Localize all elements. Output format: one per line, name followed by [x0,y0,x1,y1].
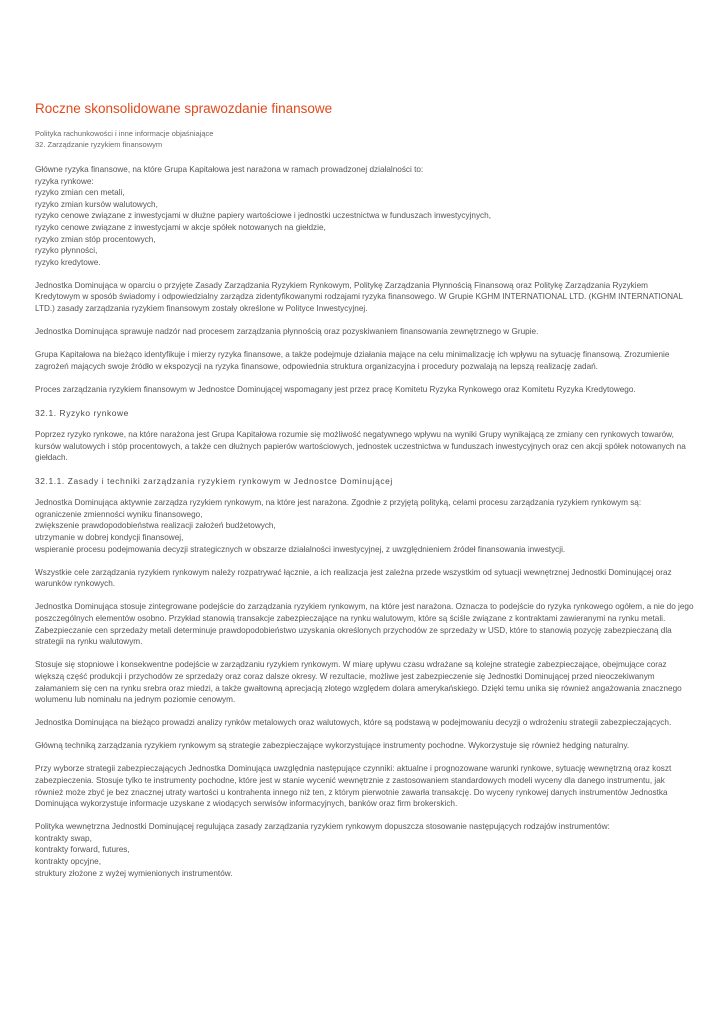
paragraph-gradual-approach: Stosuje się stopniowe i konsekwentne podejście w zarządzaniu ryzykiem rynkowym. W miarę upływu czasu wdrażane są kolejne strategie zabezpieczające, obejmujące coraz większą część produkcji i przychodów ze sprzedaży oraz coraz dalsze okresy. W rezultacie, możliwe jest zabezpieczenie się Jednostki Dominującej przed nieoczekiwanym załamaniem się cen na rynku srebra oraz miedzi, a także gwałtowną aprecjacją złotego względem dolara amerykańskiego. Dzięki temu unika się również angażowania znacznego wolumenu lub nominału na jednym poziomie cenowym. [35,660,682,705]
risk-list-item: ryzyko cenowe związane z inwestycjami w akcje spółek notowanych na giełdzie, [35,222,326,232]
instruments-list-item: kontrakty forward, futures, [35,845,130,855]
risk-list-block [35,164,695,268]
page-content [35,100,695,891]
paragraph-risk-identification: Grupa Kapitałowa na bieżąco identyfikuje i mierzy ryzyka finansowe, a także podejmuje działania mające na celu minimalizację ich wpływu na sytuację finansową. Zrozumienie zagrożeń mających swoje źródło w ekspozycji na ryzyka finansowe, odpowiednia struktura organizacyjna i procedury pozwalają na lepszą realizację zadań. [35,350,670,371]
goals-intro: Jednostka Dominująca aktywnie zarządza ryzykiem rynkowym, na które jest narażona. Zgodnie z przyjętą polityką, celami procesu zarządzania ryzykiem rynkowym są: [35,498,642,508]
paragraph-goals-combined: Wszystkie cele zarządzania ryzykiem rynkowym należy rozpatrywać łącznie, a ich realizacja jest zależna przede wszystkim od sytuacji wewnętrznej Jednostki Dominującej oraz warunków rynkowych. [35,567,672,589]
instruments-intro: Polityka wewnętrzna Jednostki Dominującej regulująca zasady zarządzania ryzykiem rynkowym dopuszcza stosowanie następujących rodzajów instrumentów: [35,822,610,832]
instruments-list-item: struktury złożone z wyżej wymienionych instrumentów. [35,868,233,878]
paragraph-integrated-approach: Jednostka Dominująca stosuje zintegrowane podejście do zarządzania ryzykiem rynkowym, na które jest narażona. Oznacza to podejście do ryzyka rynkowego ogółem, a nie do jego poszczególnych elementów osobno. Przykład stanowią transakcje zabezpieczające na rynku walutowym, które są ściśle związane z kontraktami zawieranymi na rynku metali. Zabezpieczanie cen sprzedaży metali determinuje prawdopodobieństwo uzyskania określonych przychodów ze sprzedaży w USD, które to stanowią pozycję zabezpieczaną dla strategii na rynku walutowym. [35,602,694,647]
goals-list-item: zwiększenie prawdopodobieństwa realizacji założeń budżetowych, [35,521,276,531]
instruments-list-item: kontrakty opcyjne, [35,857,101,867]
goals-list-block [35,497,695,555]
section-heading-market-risk-techniques: 32.1.1. Zasady i techniki zarządzania ryzykiem rynkowym w Jednostce Dominującej [35,476,393,487]
risk-list-item: ryzyko zmian kursów walutowych, [35,199,158,209]
risk-list-item: ryzyka rynkowe: [35,176,94,186]
instruments-list-block [35,821,695,879]
paragraph-risk-policies: Jednostka Dominująca w oparciu o przyjęte Zasady Zarządzania Ryzykiem Rynkowym, Politykę Zarządzania Płynnością Finansową oraz Politykę Zarządzania Ryzykiem Kredytowym w sposób świadomy i odpowiedzialny zarządza zidentyfikowanymi rodzajami ryzyka finansowego. W Grupie KGHM INTERNATIONAL LTD. (KGHM INTERNATIONAL LTD.) zasady zarządzania ryzykiem finansowym zostały określone w Polityce Inwestycyjnej. [35,280,683,314]
paragraph-hedging-technique: Główną techniką zarządzania ryzykiem rynkowym są strategie zabezpieczające wykorzystujące instrumenty pochodne. Wykorzystuje się również hedging naturalny. [35,741,630,751]
report-title: Roczne skonsolidowane sprawozdanie finansowe [35,101,333,116]
section-heading-market-risk: 32.1. Ryzyko rynkowe [35,408,129,418]
paragraph-liquidity-oversight: Jednostka Dominująca sprawuje nadzór nad procesem zarządzania płynnością oraz pozyskiwaniem finansowania zewnętrznego w Grupie. [35,327,539,337]
paragraph-market-analysis: Jednostka Dominująca na bieżąco prowadzi analizy rynków metalowych oraz walutowych, które są podstawą w podejmowaniu decyzji o wdrożeniu strategii zabezpieczających. [35,718,672,728]
instruments-list-item: kontrakty swap, [35,833,92,843]
risk-list-item: ryzyko cenowe związane z inwestycjami w dłużne papiery wartościowe i jednostki uczestnictwa w funduszach inwestycyjnych, [35,211,491,221]
risk-list-item: ryzyko zmian stóp procentowych, [35,234,156,244]
goals-list-item: utrzymanie w dobrej kondycji finansowej, [35,533,184,543]
risk-list-item: ryzyko kredytowe. [35,257,101,267]
risk-list-item: ryzyko płynności, [35,246,98,256]
goals-list-item: wspieranie procesu podejmowania decyzji strategicznych w obszarze działalności inwestycyjnej, z uwzględnieniem źródeł finansowania inwestycji. [35,544,566,554]
risk-list-item: ryzyko zmian cen metali, [35,188,125,198]
risk-list-intro: Główne ryzyka finansowe, na które Grupa Kapitałowa jest narażona w ramach prowadzonej działalności to: [35,165,424,174]
paragraph-strategy-selection: Przy wyborze strategii zabezpieczających Jednostka Dominująca uwzględnia następujące czynniki: aktualne i prognozowane warunki rynkowe, sytuację wewnętrzną oraz koszt zabezpieczenia. Stosuje tylko te instrumenty pochodne, które jest w stanie wycenić wewnętrznie z zastosowaniem standardowych modeli wyceny dla danego instrumentu, jak również może zbyć je bez znacznej utraty wartości u kontrahenta innego niż ten, z którym pierwotnie zawarła transakcję. Do wyceny rynkowej danych instrumentów Jednostka Dominująca wykorzystuje informacje uzyskane z wiodących serwisów informacyjnych, banków oraz firm brokerskich. [35,764,672,809]
paragraph-market-risk-definition: Poprzez ryzyko rynkowe, na które narażona jest Grupa Kapitałowa rozumie się możliwość negatywnego wpływu na wyniki Grupy wynikającą ze zmiany cen rynkowych towarów, kursów walutowych i stóp procentowych, a także cen dłużnych papierów wartościowych, jednostek uczestnictwa w funduszach inwestycyjnych oraz cen akcji spółek notowanych na giełdach. [35,430,686,463]
goals-list-item: ograniczenie zmienności wyniku finansowego, [35,509,203,519]
section-breadcrumb [35,128,695,150]
breadcrumb-note: 32. Zarządzanie ryzykiem finansowym [35,140,163,149]
paragraph-risk-committees: Proces zarządzania ryzykiem finansowym w Jednostce Dominującej wspomagany jest przez pracę Komitetu Ryzyka Rynkowego oraz Komitetu Ryzyka Kredytowego. [35,384,636,394]
breadcrumb-chapter: Polityka rachunkowości i inne informacje objaśniające [35,129,214,138]
